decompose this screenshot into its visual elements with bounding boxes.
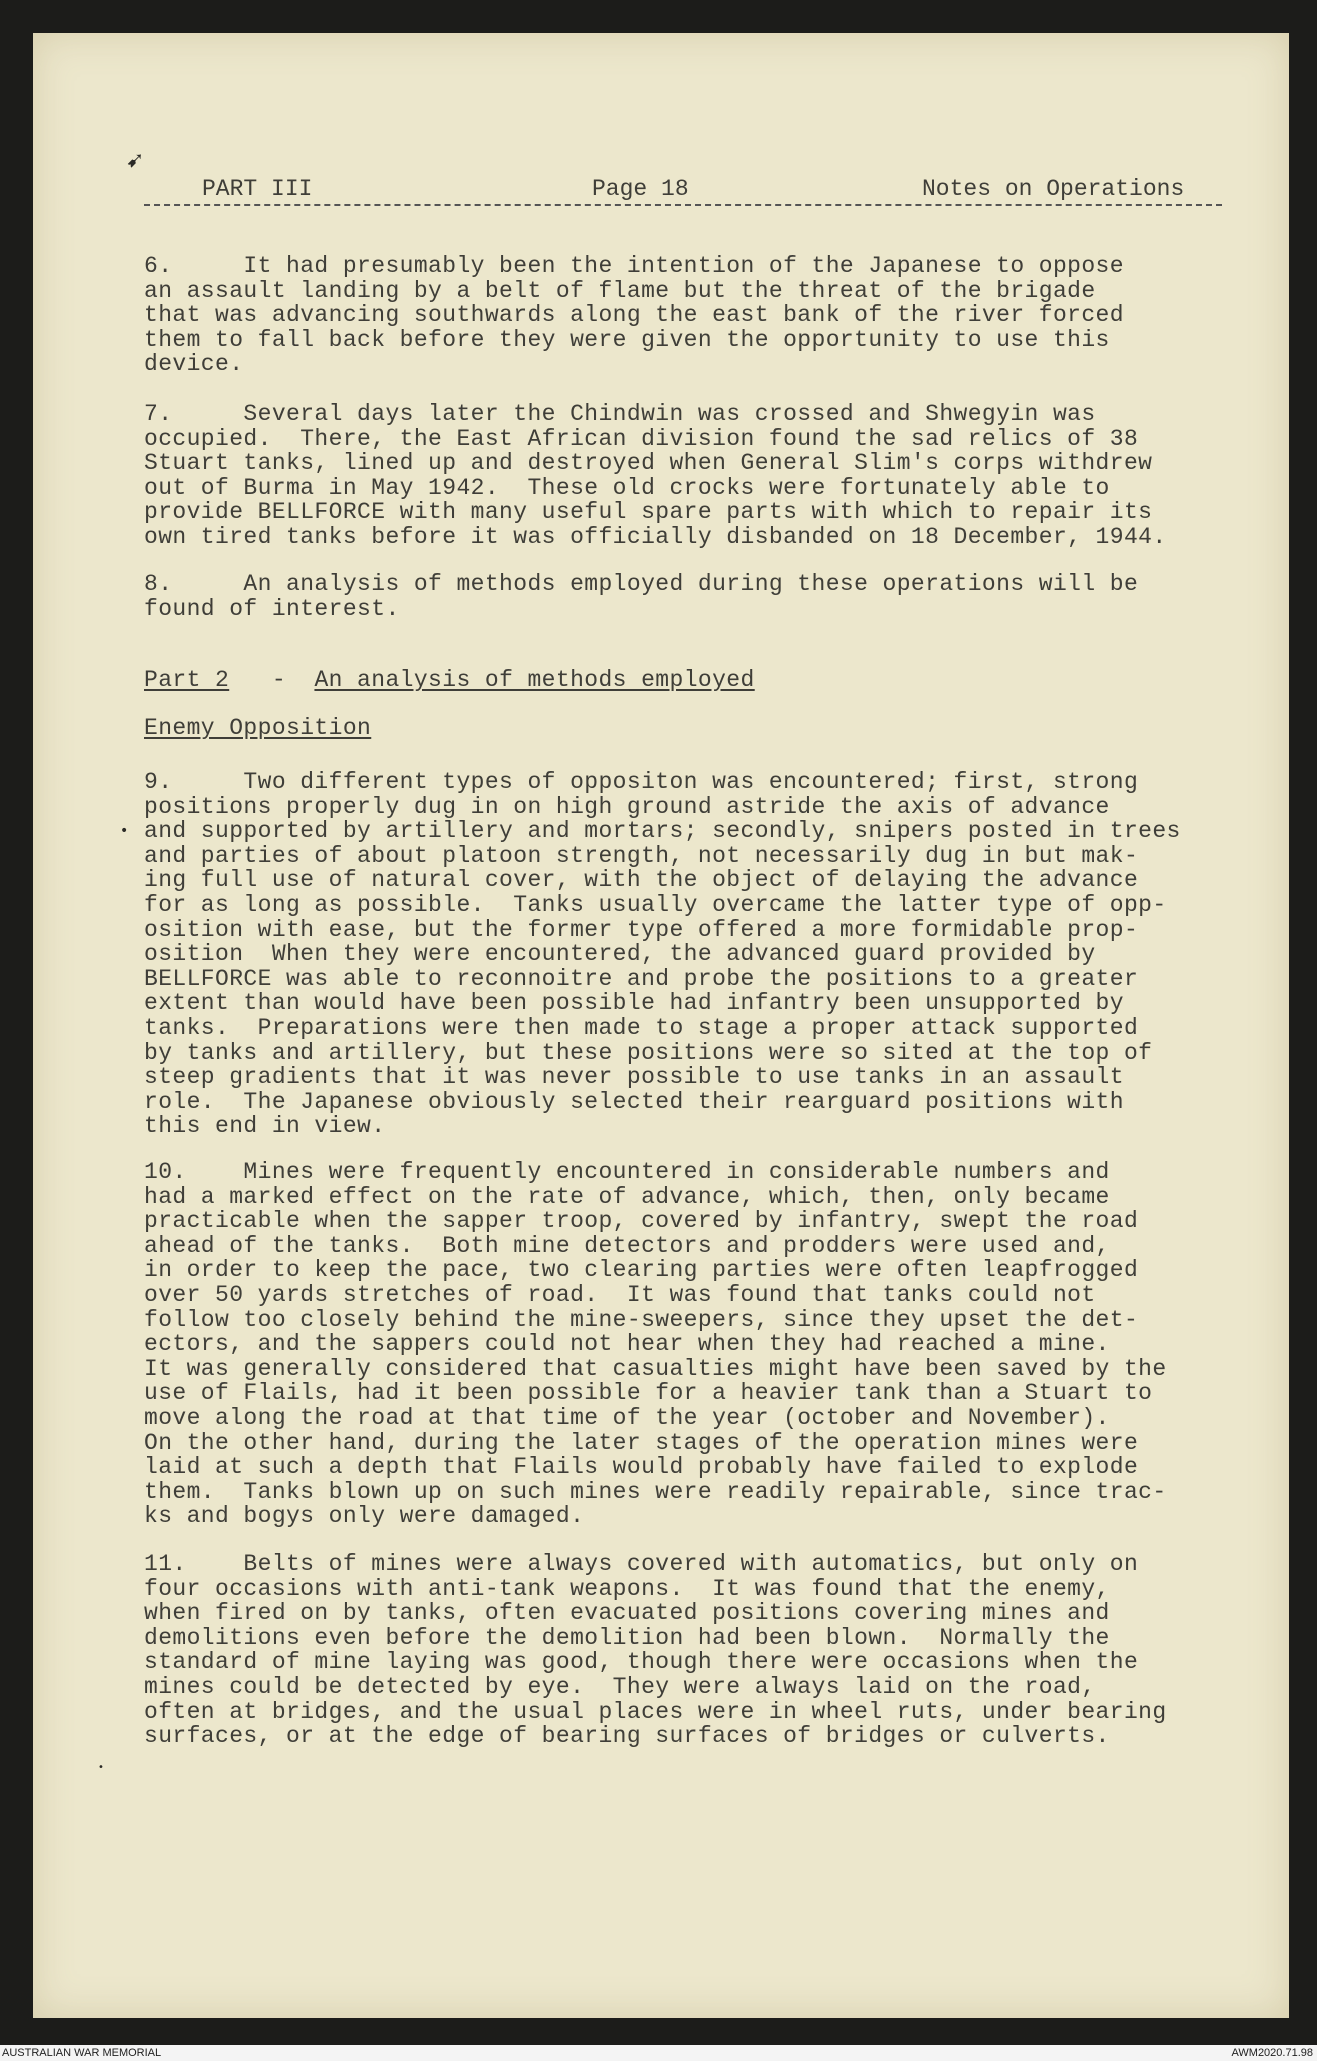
paragraph-6: 6. It had presumably been the intention of the Japanese to oppose an assault landing by a belt of flame but the threat of the brigade that was advancing southwards along the east bank of the river forced them to fall back before they were given the opportunity to use this device. [144,253,1124,378]
ink-mark: ➹ [126,148,145,173]
footer-reference: AWM2020.71.98 [1231,2047,1313,2059]
margin-dot: • [120,823,129,839]
footer-institution: AUSTRALIAN WAR MEMORIAL [2,2047,162,2059]
archive-footer [0,2045,1317,2061]
paragraph-7: 7. Several days later the Chindwin was crossed and Shwegyin was occupied. There, the East African division found the sad relics of 38 Stuart tanks, lined up and destroyed when General Slim's corps withdrew out of Burma in May 1942. These old crocks were fortunately able to provide BELLFORCE with many useful spare parts with which to repair its own tired tanks before it was officially disbanded on 18 December, 1944. [144,401,1167,550]
paragraph-8: 8. An analysis of methods employed during these operations will be found of interest. [144,571,1139,622]
header-section: Notes on Operations [922,176,1185,202]
part2-dash: - [271,667,287,693]
margin-dot: • [98,1762,104,1773]
part2-title: An analysis of methods employed [314,667,755,693]
paragraph-11: 11. Belts of mines were always covered with automatics, but only on four occasions with anti-tank weapons. It was found that the enemy, when fired on by tanks, often evacuated positions covering mines and demolitions even before the demolition had been blown. Normally the standard of mine laying was good, though there were occasions when the mines could be detected by eye. They were always laid on the road, often at bridges, and the usual places were in wheel ruts, under bearing surfaces, or at the edge of bearing surfaces of bridges or culverts. [144,1551,1167,1750]
part2-label: Part 2 [144,667,230,693]
header-part: PART III [202,176,313,202]
paragraph-9: 9. Two different types of oppositon was encountered; first, strong positions properly dug in on high ground astride the axis of advance and supported by artillery and mortars; secondly, snipers posted in trees and parties of about platoon strength, not necessarily dug in but mak- ing full use of natural cover, with the object of delaying the advance for as long as possible. Tanks usually overcame the latter type of opp- osition with ease, but the former type offered a more formidable prop- osition When they were encountered, the advanced guard provided by BELLFORCE was able to reconnoitre and probe the positions to a greater extent than would have been possible had infantry been unsupported by tanks. Preparations were then made to stage a proper attack supported by tanks and artillery, but these positions were so sited at the top of steep gradients that it was never possible to use tanks in an assault role. The Japanese obviously selected their rearguard positions with this end in view. [144,769,1181,1140]
paragraph-10: 10. Mines were frequently encountered in considerable numbers and had a marked effect on the rate of advance, which, then, only became practicable when the sapper troop, covered by infantry, swept the road ahead of the tanks. Both mine detectors and prodders were used and, in order to keep the pace, two clearing parties were often leapfrogged over 50 yards stretches of road. It was found that tanks could not follow too closely behind the mine-sweepers, since they upset the det- ectors, and the sappers could not hear when they had reached a mine. It was generally considered that casualties might have been saved by the use of Flails, had it been possible for a heavier tank than a Stuart to move along the road at that time of the year (october and November). On the other hand, during the later stages of the operation mines were laid at such a depth that Flails would probably have failed to explode them. Tanks blown up on such mines were readily repairable, since trac- ks and bogys only were damaged. [144,1159,1167,1530]
subheading-enemy-opposition: Enemy Opposition [144,715,372,741]
page-header [144,176,1222,206]
header-page: Page 18 [592,176,689,202]
part2-heading [144,668,755,693]
